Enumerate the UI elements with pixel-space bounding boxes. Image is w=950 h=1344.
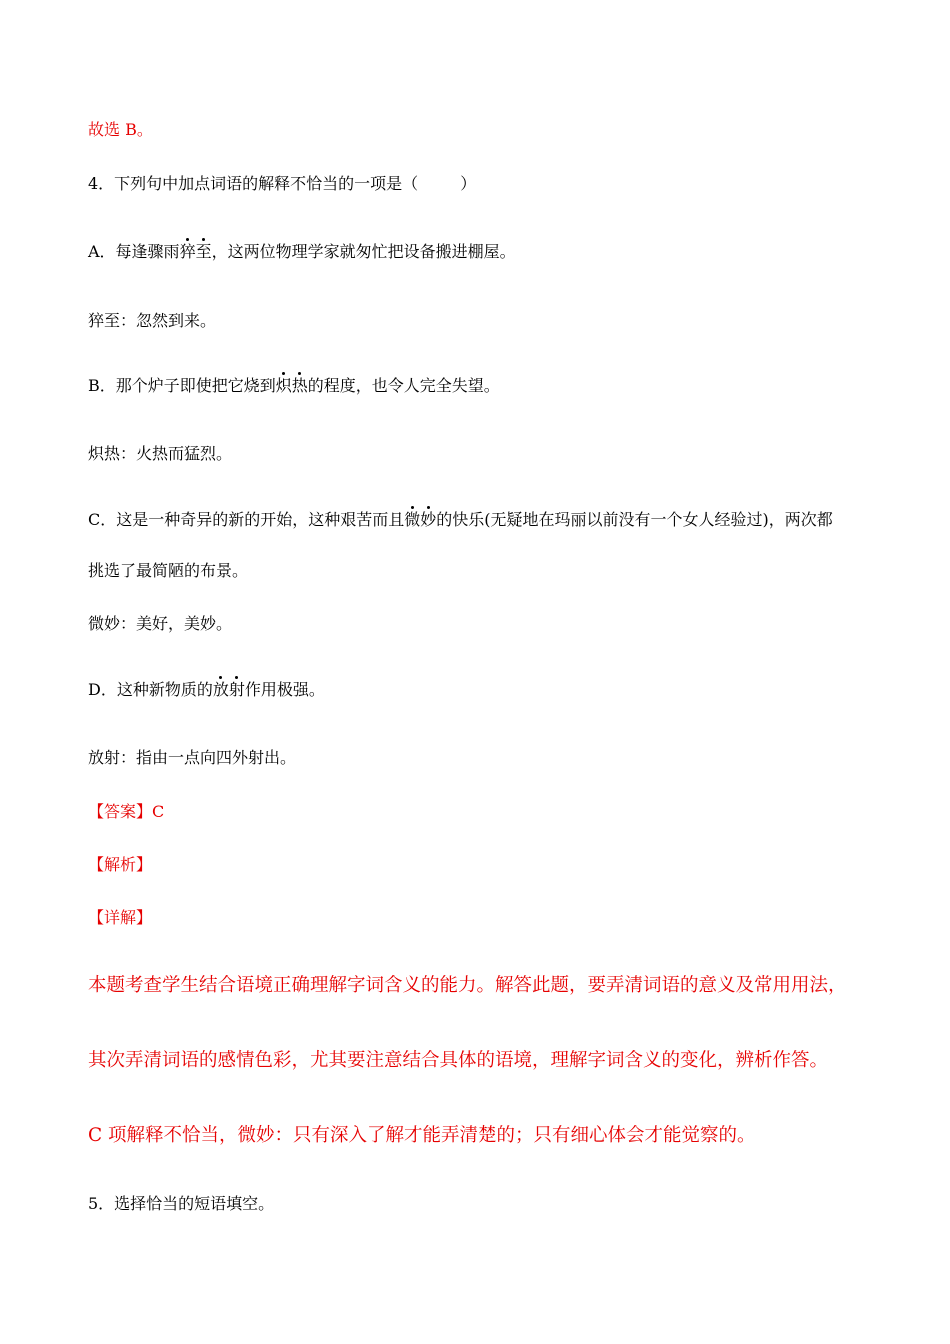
question-4-close: ） bbox=[460, 174, 477, 193]
question-4-text: 4．下列句中加点词语的解释不恰当的一项是（ bbox=[88, 174, 419, 193]
analysis-label: 【解析】 bbox=[88, 855, 153, 874]
option-a-explanation: 猝至：忽然到来。 bbox=[88, 311, 217, 330]
dotted-char: 微 bbox=[404, 510, 421, 529]
answer-line bbox=[88, 802, 164, 822]
option-a-post: ，这两位物理学家就匆忙把设备搬进棚屋。 bbox=[211, 242, 516, 261]
option-a-dotted-word bbox=[180, 242, 212, 262]
option-b-pre: B．那个炉子即使把它烧到 bbox=[88, 376, 276, 395]
detail-label: 【详解】 bbox=[88, 908, 153, 927]
dotted-char: 热 bbox=[291, 376, 308, 395]
option-b bbox=[88, 376, 500, 396]
dotted-char: 炽 bbox=[275, 376, 292, 395]
answer-value: C bbox=[152, 802, 165, 821]
dotted-char: 至 bbox=[195, 242, 212, 261]
dotted-char: 妙 bbox=[420, 510, 437, 529]
option-d-explanation: 放射：指由一点向四外射出。 bbox=[88, 748, 297, 767]
answer-label: 【答案】 bbox=[88, 802, 153, 821]
question-5-stem: 5．选择恰当的短语填空。 bbox=[88, 1194, 275, 1213]
option-c-dotted-word bbox=[404, 510, 436, 530]
option-c-explanation: 微妙：美好，美妙。 bbox=[88, 614, 233, 633]
option-b-post: 的程度，也令人完全失望。 bbox=[307, 376, 500, 395]
option-a bbox=[88, 242, 516, 262]
question-4-stem bbox=[88, 174, 476, 194]
option-a-pre: A．每逢骤雨 bbox=[88, 242, 180, 261]
option-d-dotted-word bbox=[213, 680, 245, 700]
option-c-post: 的快乐(无疑地在玛丽以前没有一个女人经验过)，两次都 bbox=[436, 510, 833, 529]
dotted-char: 猝 bbox=[179, 242, 196, 261]
detail-paragraph-1: 本题考查学生结合语境正确理解字词含义的能力。解答此题，要弄清词语的意义及常用用法， bbox=[88, 975, 847, 996]
option-b-explanation: 炽热：火热而猛烈。 bbox=[88, 444, 233, 463]
dotted-char: 放 bbox=[212, 680, 229, 699]
option-d-pre: D．这种新物质的 bbox=[88, 680, 213, 699]
dotted-char: 射 bbox=[228, 680, 245, 699]
option-d-post: 作用极强。 bbox=[244, 680, 325, 699]
option-c-continued: 挑选了最简陋的布景。 bbox=[88, 561, 249, 580]
option-d bbox=[88, 680, 325, 700]
option-b-dotted-word bbox=[276, 376, 308, 396]
option-c bbox=[88, 510, 833, 530]
option-c-pre: C．这是一种奇异的新的开始，这种艰苦而且 bbox=[88, 510, 405, 529]
detail-paragraph-3: C 项解释不恰当，微妙：只有深入了解才能弄清楚的；只有细心体会才能觉察的。 bbox=[88, 1125, 756, 1146]
detail-paragraph-2: 其次弄清词语的感情色彩，尤其要注意结合具体的语境，理解字词含义的变化，辨析作答。 bbox=[88, 1050, 829, 1071]
previous-answer: 故选 B。 bbox=[88, 120, 153, 139]
